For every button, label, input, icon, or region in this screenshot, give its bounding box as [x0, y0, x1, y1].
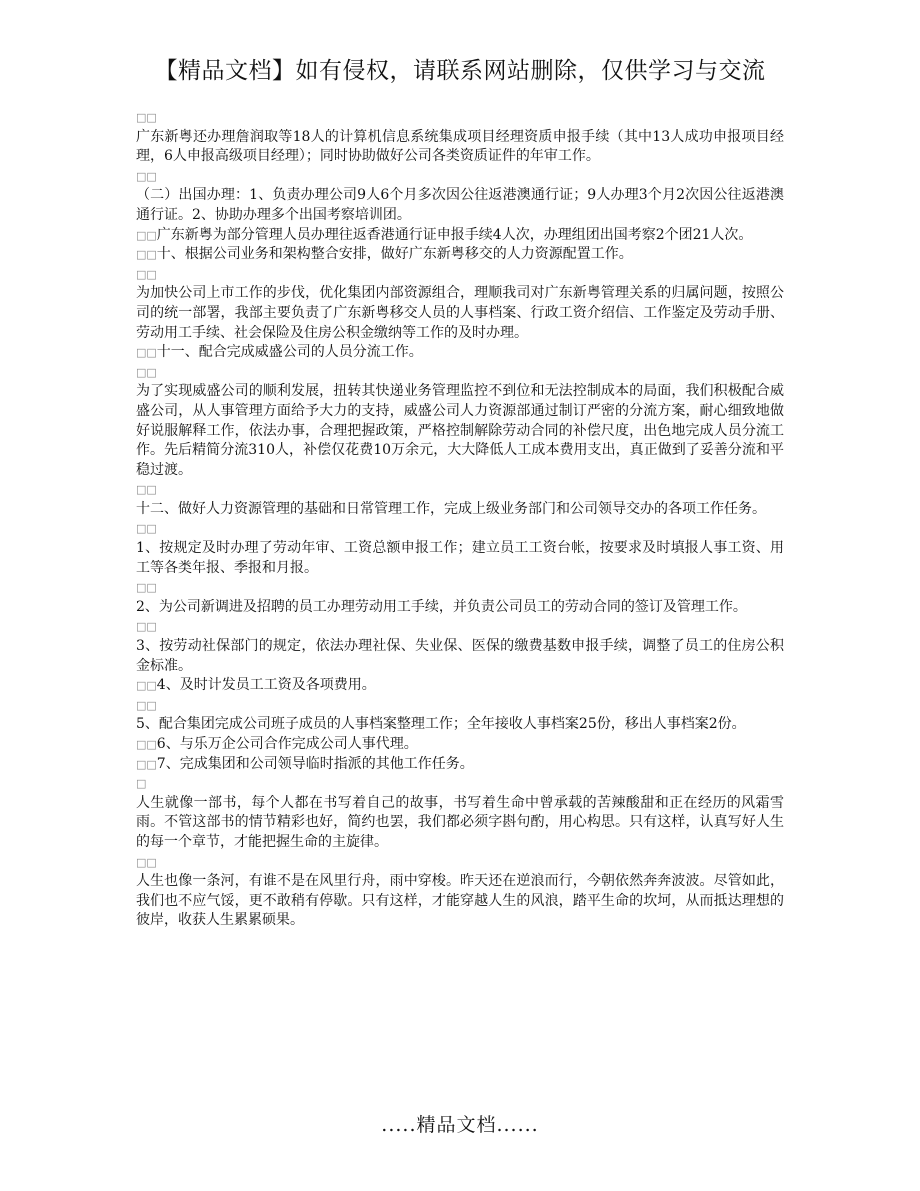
section-heading: 十、根据公司业务和架构整合安排，做好广东新粤移交的人力资源配置工作。: [156, 246, 633, 263]
list-item: 5、配合集团完成公司班子成员的人事档案整理工作；全年接收人事档案25份，移出人事档案2份。: [136, 716, 746, 733]
list-item: 6、与乐万企公司合作完成公司人事代理。: [156, 736, 418, 752]
para-marker: □□: [136, 346, 157, 360]
list-item: 2、为公司新调进及招聘的员工办理劳动用工手续，并负责公司员工的劳动合同的签订及管理工作。: [136, 598, 747, 615]
para-marker: □□: [136, 855, 157, 869]
paragraph: 为加快公司上市工作的步伐，优化集团内部资源组合，理顺我司对广东新粤管理关系的归属问题，按照公司的统一部署，我部主要负责了广东新粤移交人员的人事档案、行政工资介绍信、工作鉴定及劳动手册、劳动用工手续、社会保险及住房公积金缴纳等工作的及时办理。: [136, 285, 784, 341]
para-marker: □□: [136, 757, 157, 771]
para-marker: □□: [136, 738, 157, 751]
paragraph: 广东新粤还办理詹润取等18人的计算机信息系统集成项目经理资质申报手续（其中13人成功申报项目经理，6人申报高级项目经理）；同时协助做好公司各类资质证件的年审工作。: [136, 128, 784, 165]
paragraph-row: [136, 226, 784, 246]
para-marker: □□: [136, 248, 157, 262]
paragraph-row: [136, 755, 784, 775]
para-marker: □□: [136, 581, 157, 595]
para-marker: □□: [136, 679, 157, 693]
list-item: 3、按劳动社保部门的规定，依法办理社保、失业保、医保的缴费基数申报手续，调整了员工的住房公积金标准。: [136, 638, 784, 674]
document-body: [136, 108, 784, 931]
list-item: 4、及时计发员工工资及各项费用。: [156, 677, 376, 694]
paragraph: 人生也像一条河，有谁不是在风里行舟，雨中穿梭。昨天还在逆浪而行，今朝依然奔奔波波。尽管如此，我们也不应气馁，更不敢稍有停歇。只有这样，才能穿越人生的风浪，踏平生命的坎坷，从而抵达理想的彼岸，收获人生累累硕果。: [136, 873, 784, 929]
paragraph-row: [136, 676, 784, 696]
paragraph-row: [136, 245, 784, 265]
list-item: 7、完成集团和公司领导临时指派的其他工作任务。: [156, 755, 474, 772]
paragraph: （二）出国办理：1、负责办理公司9人6个月多次因公往返港澳通行证；9人办理3个月2次因公往返港澳通行证。2、协助办理多个出国考察培训团。: [136, 187, 784, 223]
list-item: 1、按规定及时办理了劳动年审、工资总额申报工作；建立员工工资台帐，按要求及时填报人事工资、用工等各类年报、季报和月报。: [136, 540, 784, 576]
para-marker: □□: [136, 169, 157, 183]
para-marker: □□: [136, 111, 157, 124]
paragraph: 广东新粤为部分管理人员办理往返香港通行证申报手续4人次，办理组团出国考察2个团21人次。: [156, 226, 753, 243]
page-header: 【精品文档】如有侵权，请联系网站删除，仅供学习与交流: [154, 58, 766, 84]
section-heading: 十二、做好人力资源管理的基础和日常管理工作，完成上级业务部门和公司领导交办的各项工作任务。: [136, 500, 766, 517]
para-marker: □□: [136, 228, 157, 242]
para-marker: □□: [136, 267, 157, 281]
paragraph: 人生就像一部书，每个人都在书写着自己的故事，书写着生命中曾承载的苦辣酸甜和正在经历的风霜雪雨。不管这部书的情节精彩也好，简约也罢，我们都必须字斟句酌，用心构思。只有这样，认真写好人生的每一个章节，才能把握生命的主旋律。: [136, 794, 784, 850]
para-marker: □□: [136, 483, 157, 497]
page-footer: .....精品文档......: [381, 1114, 539, 1136]
section-heading: 十一、配合完成威盛公司的人员分流工作。: [156, 344, 423, 361]
para-marker: □□: [136, 698, 157, 712]
para-marker: □□: [136, 365, 157, 379]
para-marker: □□: [136, 522, 157, 536]
paragraph: 为了实现威盛公司的顺利发展，扭转其快递业务管理监控不到位和无法控制成本的局面，我们积极配合威盛公司，从人事管理方面给予大力的支持，威盛公司人力资源部通过制订严密的分流方案，耐心细致地做好说服解释工作，依法办事，合理把握政策，严格控制解除劳动合同的补偿尺度，出色地完成人员分流工作。先后精简分流310人，补偿仅花费10万余元，大大降低人工成本费用支出，真正做到了妥善分流和平稳过渡。: [136, 383, 784, 478]
paragraph-row: [136, 343, 784, 363]
para-marker: □□: [136, 620, 157, 634]
paragraph-row: [136, 735, 784, 755]
para-marker: □: [136, 777, 147, 791]
